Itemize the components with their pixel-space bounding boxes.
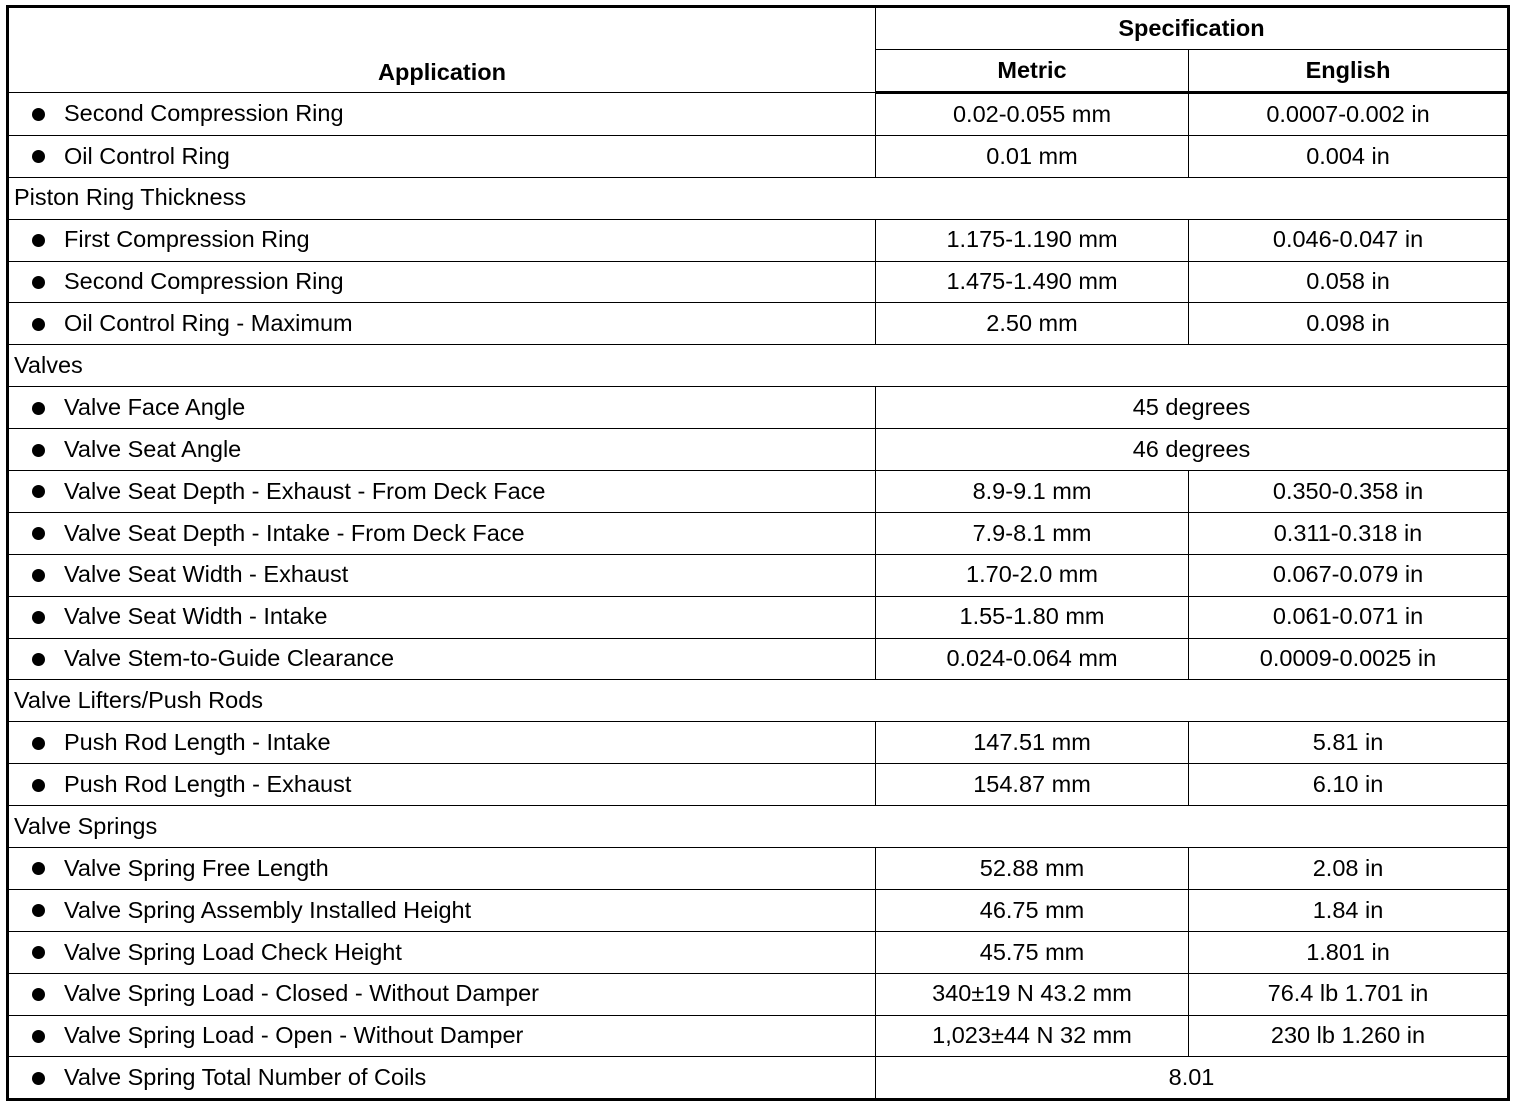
application-label: Push Rod Length - Intake [64, 729, 331, 756]
metric-value: 7.9-8.1 mm [876, 512, 1189, 554]
english-value: 0.058 in [1189, 261, 1509, 303]
specification-value: 45 degrees [876, 387, 1509, 429]
english-value: 6.10 in [1189, 764, 1509, 806]
english-value: 0.046-0.047 in [1189, 219, 1509, 261]
application-label: Oil Control Ring [64, 142, 230, 169]
english-value: 5.81 in [1189, 722, 1509, 764]
metric-value: 1,023±44 N 32 mm [876, 1015, 1189, 1057]
application-label: Valve Spring Total Number of Coils [64, 1064, 427, 1091]
metric-value: 1.175-1.190 mm [876, 219, 1189, 261]
table-row [8, 387, 1509, 429]
bullet-icon [32, 402, 45, 415]
metric-value: 8.9-9.1 mm [876, 471, 1189, 513]
english-value: 0.350-0.358 in [1189, 471, 1509, 513]
application-cell [8, 848, 876, 890]
metric-value: 2.50 mm [876, 303, 1189, 345]
english-value: 230 lb 1.260 in [1189, 1015, 1509, 1057]
table-row [8, 638, 1509, 680]
application-label: Valve Spring Assembly Installed Height [64, 896, 472, 923]
specification-table [6, 5, 1510, 1101]
application-cell [8, 973, 876, 1015]
english-value: 1.84 in [1189, 889, 1509, 931]
table-row [8, 931, 1509, 973]
bullet-icon [32, 1072, 45, 1085]
application-label: Valve Seat Width - Intake [64, 603, 328, 630]
table-row [8, 93, 1509, 136]
table-row [8, 973, 1509, 1015]
bullet-icon [32, 444, 45, 457]
bullet-icon [32, 988, 45, 1001]
application-cell [8, 135, 876, 177]
application-label: First Compression Ring [64, 226, 310, 253]
bullet-icon [32, 527, 45, 540]
application-cell [8, 638, 876, 680]
table-row [8, 261, 1509, 303]
bullet-icon [32, 276, 45, 289]
table-row [8, 1057, 1509, 1100]
bullet-icon [32, 108, 45, 121]
section-label: Valve Springs [8, 806, 1509, 848]
english-value: 0.067-0.079 in [1189, 554, 1509, 596]
bullet-icon [32, 653, 45, 666]
application-cell [8, 889, 876, 931]
metric-value: 0.024-0.064 mm [876, 638, 1189, 680]
application-cell [8, 471, 876, 513]
english-value: 0.0009-0.0025 in [1189, 638, 1509, 680]
english-value: 0.004 in [1189, 135, 1509, 177]
table-row [8, 848, 1509, 890]
table-header [8, 7, 1509, 93]
bullet-icon [32, 611, 45, 624]
english-value: 76.4 lb 1.701 in [1189, 973, 1509, 1015]
metric-value: 154.87 mm [876, 764, 1189, 806]
application-label: Valve Spring Free Length [64, 854, 329, 881]
english-value: 2.08 in [1189, 848, 1509, 890]
application-label: Valve Seat Width - Exhaust [64, 561, 349, 588]
section-label: Valve Lifters/Push Rods [8, 680, 1509, 722]
application-label: Valve Spring Load - Open - Without Damper [64, 1022, 524, 1049]
application-label: Push Rod Length - Exhaust [64, 770, 352, 797]
metric-value: 1.55-1.80 mm [876, 596, 1189, 638]
table-row [8, 722, 1509, 764]
metric-header: Metric [876, 50, 1189, 93]
bullet-icon [32, 862, 45, 875]
english-value: 0.0007-0.002 in [1189, 93, 1509, 136]
application-cell [8, 219, 876, 261]
english-value: 0.098 in [1189, 303, 1509, 345]
section-row [8, 680, 1509, 722]
metric-value: 52.88 mm [876, 848, 1189, 890]
application-cell [8, 764, 876, 806]
metric-value: 147.51 mm [876, 722, 1189, 764]
application-label: Valve Seat Angle [64, 435, 242, 462]
table-row [8, 219, 1509, 261]
section-row [8, 177, 1509, 219]
section-label: Valves [8, 345, 1509, 387]
bullet-icon [32, 779, 45, 792]
english-value: 0.061-0.071 in [1189, 596, 1509, 638]
bullet-icon [32, 946, 45, 959]
application-label: Valve Spring Load - Closed - Without Damper [64, 980, 540, 1007]
application-cell [8, 931, 876, 973]
application-cell [8, 722, 876, 764]
application-label: Second Compression Ring [64, 100, 344, 127]
section-row [8, 345, 1509, 387]
metric-value: 1.70-2.0 mm [876, 554, 1189, 596]
english-header: English [1189, 50, 1509, 93]
application-cell [8, 1057, 876, 1100]
header-row-top [8, 7, 1509, 50]
table-row [8, 135, 1509, 177]
metric-value: 0.01 mm [876, 135, 1189, 177]
metric-value: 0.02-0.055 mm [876, 93, 1189, 136]
english-value: 0.311-0.318 in [1189, 512, 1509, 554]
application-cell [8, 512, 876, 554]
application-cell [8, 596, 876, 638]
metric-value: 340±19 N 43.2 mm [876, 973, 1189, 1015]
bullet-icon [32, 737, 45, 750]
application-label: Valve Face Angle [64, 393, 246, 420]
application-cell [8, 303, 876, 345]
application-label: Valve Spring Load Check Height [64, 938, 402, 965]
english-value: 1.801 in [1189, 931, 1509, 973]
table-row [8, 429, 1509, 471]
metric-value: 1.475-1.490 mm [876, 261, 1189, 303]
application-label: Oil Control Ring - Maximum [64, 310, 353, 337]
specification-value: 8.01 [876, 1057, 1509, 1100]
table-row [8, 471, 1509, 513]
table-row [8, 764, 1509, 806]
application-label: Valve Stem-to-Guide Clearance [64, 645, 395, 672]
application-label: Second Compression Ring [64, 268, 344, 295]
metric-value: 45.75 mm [876, 931, 1189, 973]
section-label: Piston Ring Thickness [8, 177, 1509, 219]
application-cell [8, 554, 876, 596]
bullet-icon [32, 234, 45, 247]
bullet-icon [32, 485, 45, 498]
table-row [8, 512, 1509, 554]
table-row [8, 889, 1509, 931]
metric-value: 46.75 mm [876, 889, 1189, 931]
specification-value: 46 degrees [876, 429, 1509, 471]
table-body [8, 93, 1509, 1100]
table-row [8, 596, 1509, 638]
bullet-icon [32, 569, 45, 582]
application-cell [8, 261, 876, 303]
application-cell [8, 387, 876, 429]
bullet-icon [32, 150, 45, 163]
application-cell [8, 1015, 876, 1057]
bullet-icon [32, 1030, 45, 1043]
application-cell [8, 429, 876, 471]
table-row [8, 1015, 1509, 1057]
application-label: Valve Seat Depth - Intake - From Deck Face [64, 519, 525, 546]
application-label: Valve Seat Depth - Exhaust - From Deck Face [64, 477, 546, 504]
table-row [8, 303, 1509, 345]
section-row [8, 806, 1509, 848]
application-header: Application [8, 7, 876, 93]
bullet-icon [32, 318, 45, 331]
table-row [8, 554, 1509, 596]
bullet-icon [32, 904, 45, 917]
application-cell [8, 93, 876, 136]
specification-header: Specification [876, 7, 1509, 50]
